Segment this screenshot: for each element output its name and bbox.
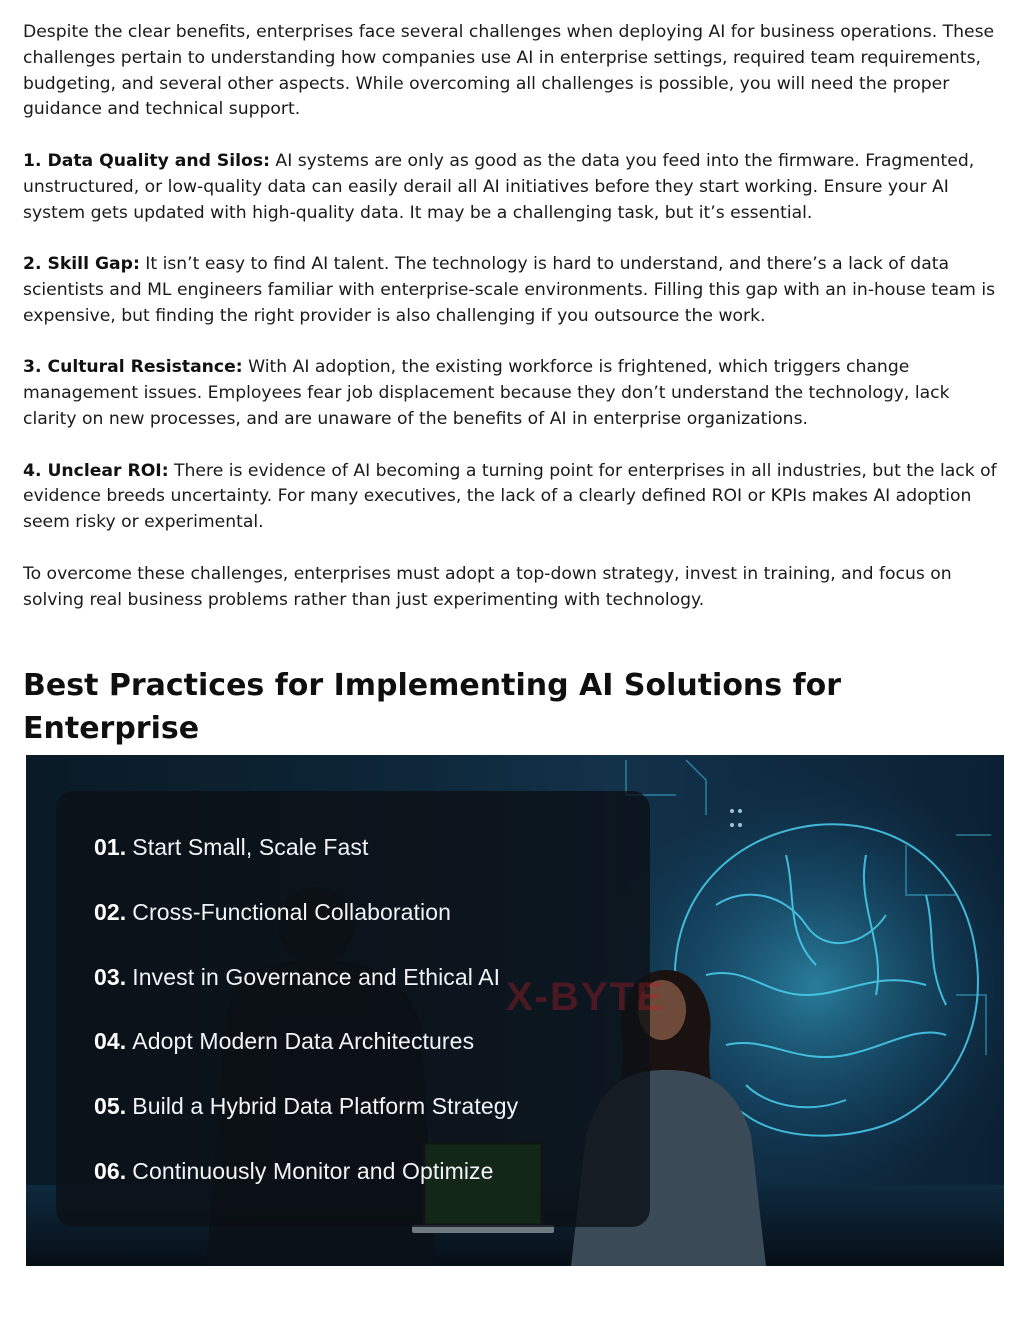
practice-text: Cross-Functional Collaboration — [132, 899, 452, 925]
closing-paragraph: To overcome these challenges, enterprises must adopt a top-down strategy, invest in training, and focus on solving real business problems rather than just experimenting with technology. — [23, 563, 952, 610]
challenge-label: 3. Cultural Resistance: — [23, 357, 243, 378]
article-body — [23, 20, 998, 639]
best-practices-image — [26, 755, 1004, 1266]
challenge-label: 4. Unclear ROI: — [23, 460, 169, 481]
practice-number: 01. — [94, 834, 127, 860]
practice-number: 05. — [94, 1093, 127, 1119]
challenge-text: There is evidence of AI becoming a turning point for enterprises in all industries, but the lack of evidence breeds uncertainty. For many executives, the lack of a clearly defined ROI or KPIs makes AI adoption seem risky or experimental. — [23, 460, 997, 533]
practice-text: Build a Hybrid Data Platform Strategy — [132, 1093, 519, 1119]
practice-number: 04. — [94, 1028, 127, 1054]
practice-item — [94, 1093, 518, 1120]
intro-paragraph: Despite the clear benefits, enterprises face several challenges when deploying AI for business operations. These challenges pertain to understanding how companies use AI in enterprise settings, required team requirements, budgeting, and several other aspects. While overcoming all challenges is possible, you will need the proper guidance and technical support. — [23, 22, 995, 120]
challenge-unclear-roi — [23, 459, 998, 536]
practice-item — [94, 899, 451, 926]
challenge-text: AI systems are only as good as the data you feed into the firmware. Fragmented, unstructured, or low-quality data can easily derail all AI initiatives before they start working. Ensure your AI system gets updated with high-quality data. It may be a challenging task, but it’s essential. — [23, 150, 975, 223]
challenge-skill-gap — [23, 252, 998, 329]
challenge-label: 1. Data Quality and Silos: — [23, 150, 270, 171]
watermark-logo: X-BYTE — [506, 975, 665, 1019]
practice-number: 02. — [94, 899, 127, 925]
practice-item — [94, 834, 369, 861]
practice-item — [94, 1028, 474, 1055]
challenge-text: It isn’t easy to find AI talent. The technology is hard to understand, and there’s a lack of data scientists and ML engineers familiar with enterprise-scale environments. Filling this gap with an in-house team is expensive, but finding the right provider is also challenging if you outsource the work. — [23, 254, 996, 326]
practice-text: Invest in Governance and Ethical AI — [132, 964, 501, 990]
practice-text: Adopt Modern Data Architectures — [132, 1028, 475, 1054]
section-heading: Best Practices for Implementing AI Solutions for Enterprise — [23, 668, 842, 746]
practice-text: Continuously Monitor and Optimize — [132, 1158, 494, 1184]
practice-text: Start Small, Scale Fast — [132, 834, 369, 860]
challenge-data-quality — [23, 149, 998, 226]
challenge-label: 2. Skill Gap: — [23, 254, 140, 275]
practice-item — [94, 964, 500, 991]
practice-number: 03. — [94, 964, 127, 990]
challenge-cultural-resistance — [23, 355, 998, 432]
practice-number: 06. — [94, 1158, 127, 1184]
challenge-text: With AI adoption, the existing workforce is frightened, which triggers change management issues. Employees fear job displacement because they don’t understand the technology, lack clarity on new processes, and are unaware of the benefits of AI in enterprise organizations. — [23, 357, 950, 429]
practice-item — [94, 1158, 494, 1185]
